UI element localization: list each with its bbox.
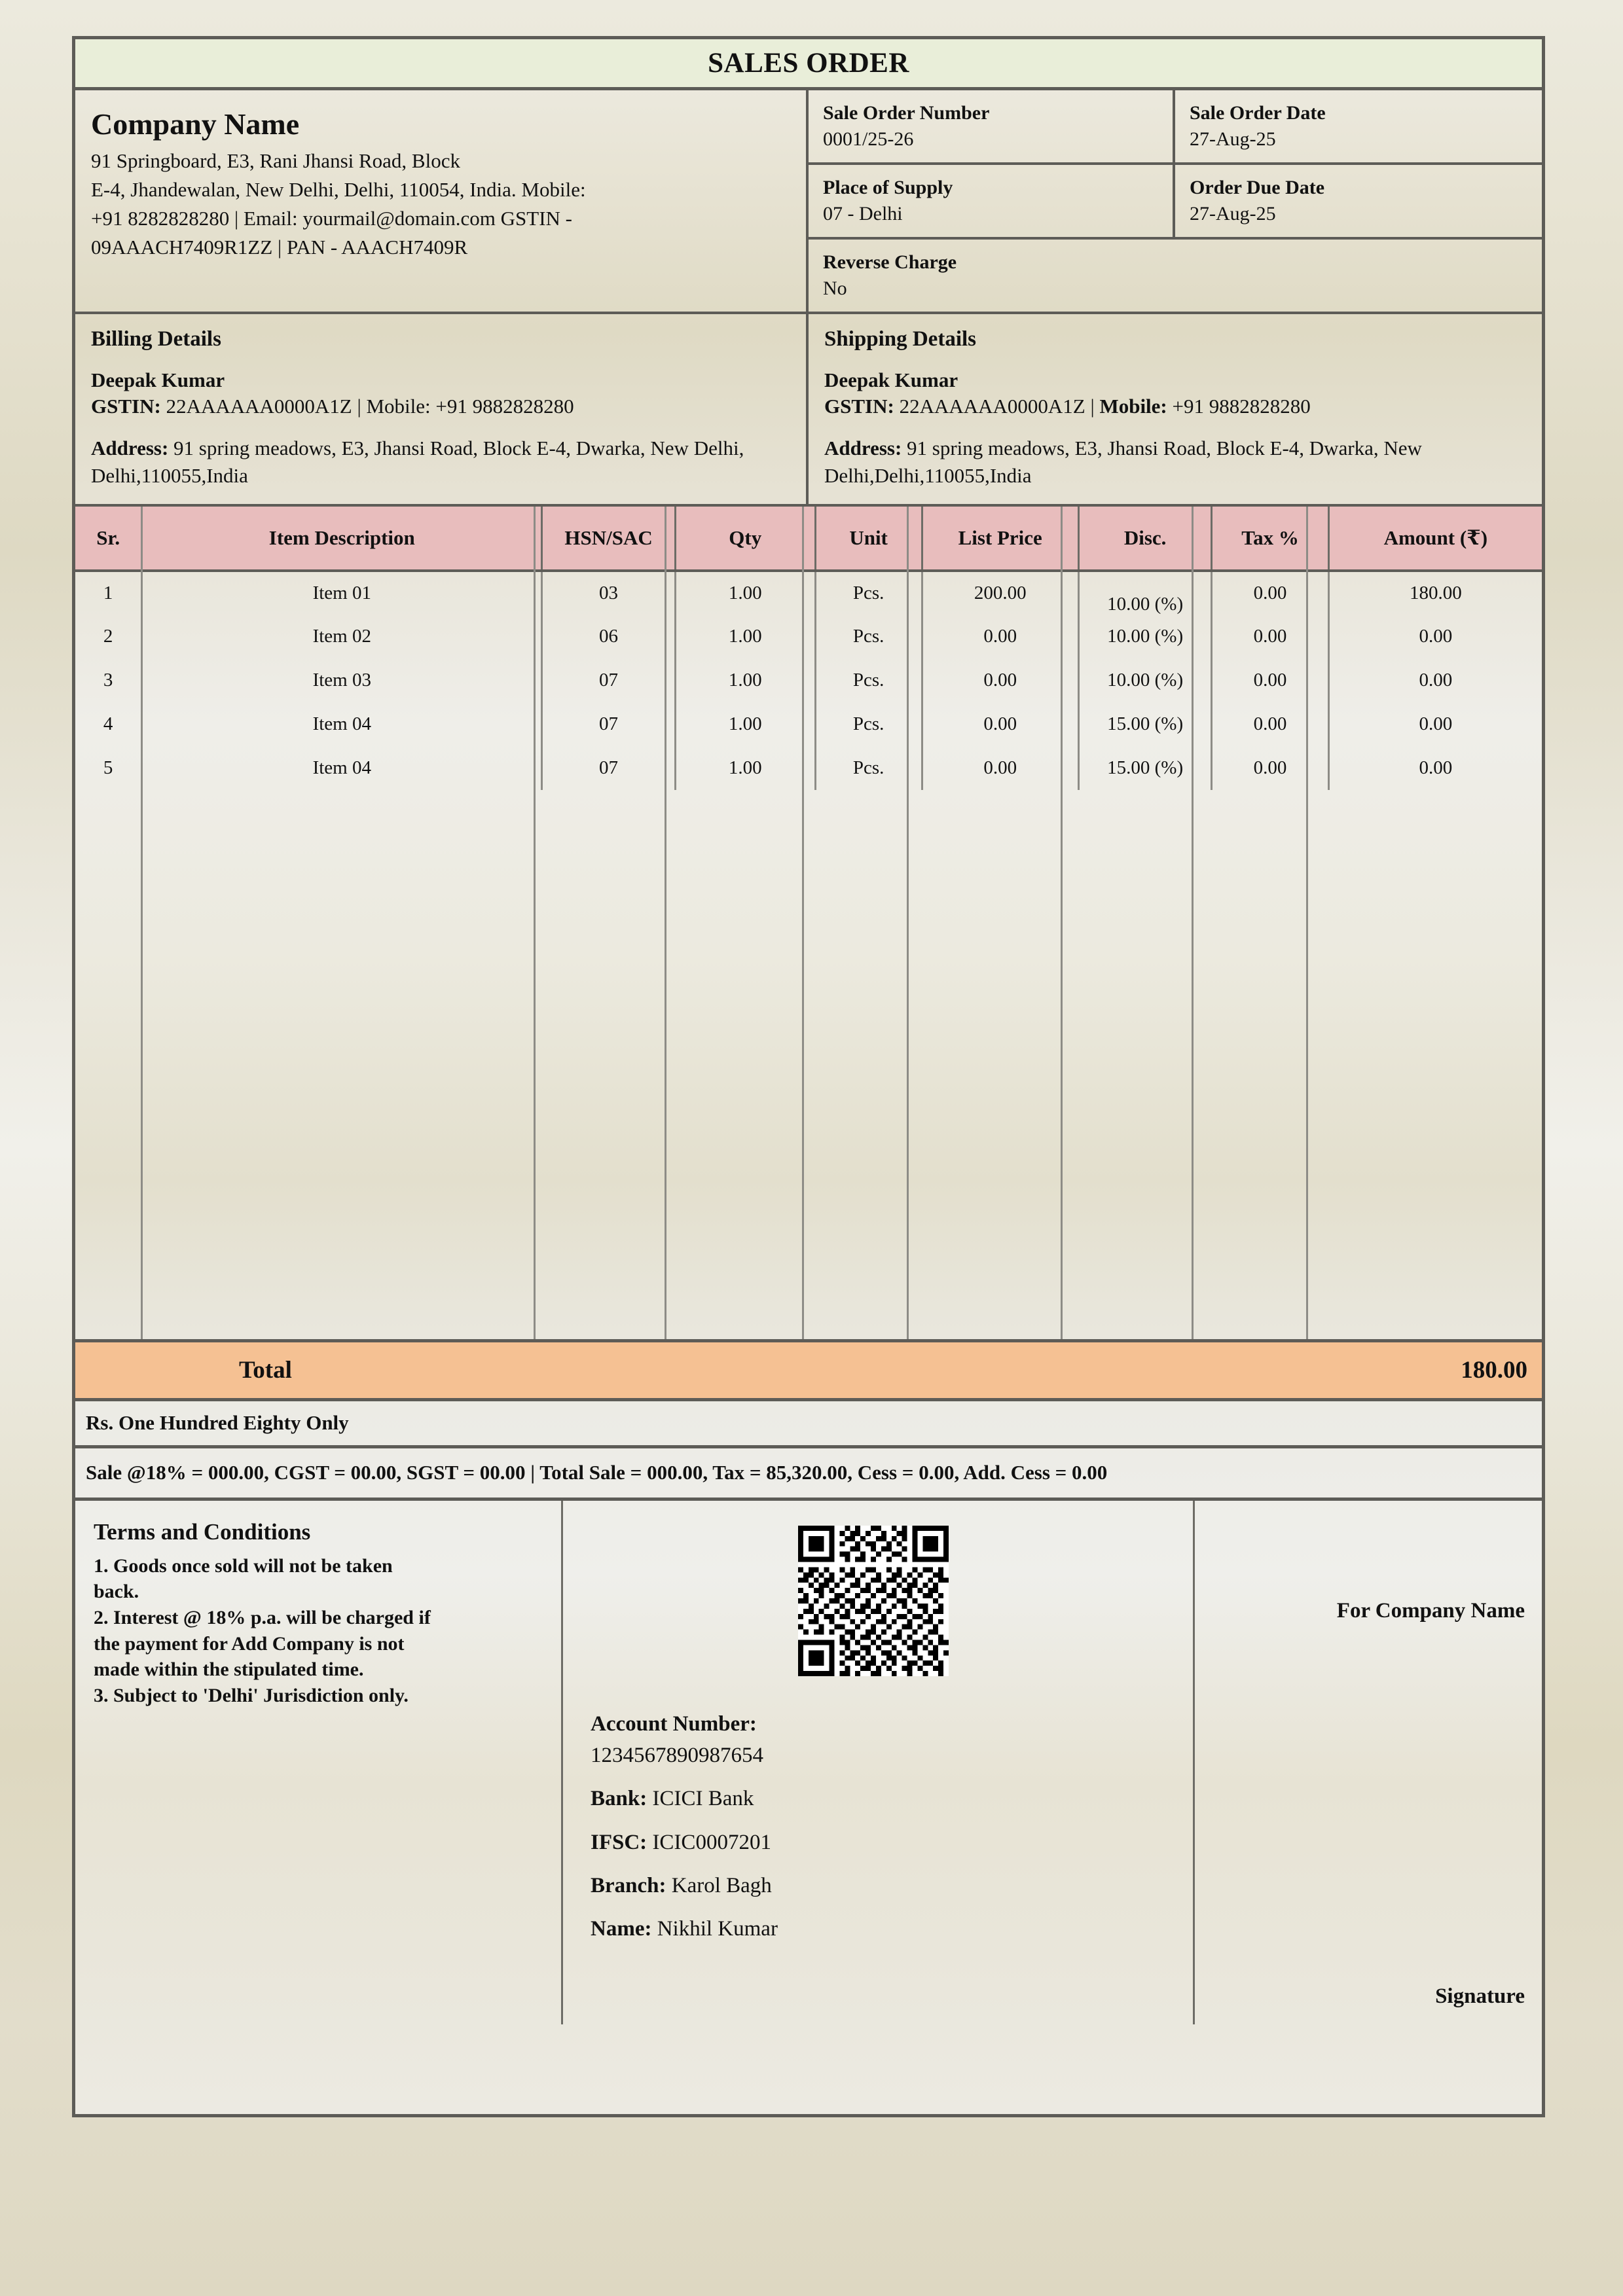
shipping-gstin-mobile xyxy=(824,393,1526,420)
cell-unit: Pcs. xyxy=(815,571,922,615)
cell-disc: 15.00 (%) xyxy=(1078,746,1212,790)
cell-disc: 10.00 (%) xyxy=(1078,615,1212,658)
terms-and-conditions xyxy=(75,1501,563,2024)
column-header-unit: Unit xyxy=(815,507,922,571)
cell-hsn: 07 xyxy=(542,746,676,790)
bank-account-block xyxy=(576,1710,1171,1943)
bank-label: Bank: xyxy=(591,1787,647,1811)
cell-tax: 0.00 xyxy=(1212,658,1328,702)
bank-name-row xyxy=(591,1785,1171,1812)
cell-sr: 4 xyxy=(75,702,142,746)
table-row xyxy=(75,571,1542,615)
document-title-bar xyxy=(75,39,1542,90)
cell-unit: Pcs. xyxy=(815,746,922,790)
place-of-supply-label: Place of Supply xyxy=(823,177,953,198)
order-due-date-label: Order Due Date xyxy=(1190,177,1325,198)
cell-list-price: 0.00 xyxy=(922,615,1078,658)
reverse-charge-label: Reverse Charge xyxy=(823,251,957,273)
cell-description: Item 04 xyxy=(142,702,542,746)
shipping-mobile-label: Mobile: xyxy=(1099,395,1167,418)
shipping-mobile-value: +91 9882828280 xyxy=(1172,395,1311,418)
shipping-details xyxy=(809,314,1542,504)
cell-description: Item 02 xyxy=(142,615,542,658)
footer-band xyxy=(75,1501,1542,2024)
total-value: 180.00 xyxy=(1461,1356,1527,1384)
signature-block xyxy=(1195,1501,1542,2024)
sale-order-date-label: Sale Order Date xyxy=(1190,102,1326,124)
column-header-list-price: List Price xyxy=(922,507,1078,571)
signature-label: Signature xyxy=(1435,1984,1525,2008)
tax-summary: Sale @18% = 000.00, CGST = 00.00, SGST = 00.00 | Total Sale = 000.00, Tax = 85,320.00, Cess = 0.00, Add. Cess = 0.00 xyxy=(75,1448,1542,1501)
reverse-charge-value: No xyxy=(823,278,847,299)
cell-tax: 0.00 xyxy=(1212,746,1328,790)
cell-hsn: 06 xyxy=(542,615,676,658)
cell-hsn: 07 xyxy=(542,702,676,746)
billing-address-label: Address: xyxy=(91,437,169,460)
table-row xyxy=(75,658,1542,702)
cell-description: Item 03 xyxy=(142,658,542,702)
order-meta-row-2 xyxy=(809,165,1542,240)
terms-heading: Terms and Conditions xyxy=(94,1518,311,1545)
cell-qty: 1.00 xyxy=(675,702,815,746)
shipping-separator: | xyxy=(1090,395,1095,418)
cell-hsn: 07 xyxy=(542,658,676,702)
account-number-row xyxy=(591,1710,1171,1769)
cell-unit: Pcs. xyxy=(815,658,922,702)
cell-disc: 10.00 (%) xyxy=(1078,658,1212,702)
branch-value: Karol Bagh xyxy=(671,1873,772,1897)
cell-tax: 0.00 xyxy=(1212,571,1328,615)
billing-mobile-label: Mobile: xyxy=(366,395,431,418)
billing-mobile-value: +91 9882828280 xyxy=(435,395,574,418)
billing-details xyxy=(75,314,809,504)
sale-order-number-box xyxy=(809,90,1175,162)
company-address-line-4: 09AAACH7409R1ZZ | PAN - AAACH7409R xyxy=(91,235,468,259)
order-due-date-value: 27-Aug-25 xyxy=(1190,203,1276,224)
sales-order-document xyxy=(72,36,1545,2117)
order-meta xyxy=(809,90,1542,312)
account-number-value: 1234567890987654 xyxy=(591,1744,763,1768)
cell-disc-text: 10.00 (%) xyxy=(1107,593,1184,615)
order-meta-row-1 xyxy=(809,90,1542,165)
total-label: Total xyxy=(239,1356,292,1384)
cell-disc xyxy=(1078,571,1212,615)
cell-qty: 1.00 xyxy=(675,658,815,702)
column-header-amount: Amount (₹) xyxy=(1328,507,1542,571)
ifsc-row xyxy=(591,1829,1171,1856)
order-due-date-box xyxy=(1175,165,1542,237)
branch-label: Branch: xyxy=(591,1873,666,1897)
cell-sr: 5 xyxy=(75,746,142,790)
sale-order-number-value: 0001/25-26 xyxy=(823,128,914,150)
items-table-header-row xyxy=(75,507,1542,571)
cell-sr: 3 xyxy=(75,658,142,702)
cell-qty: 1.00 xyxy=(675,571,815,615)
cell-amount: 180.00 xyxy=(1409,582,1462,603)
column-header-description: Item Description xyxy=(142,507,542,571)
cell-description: Item 01 xyxy=(142,571,542,615)
terms-line-1-cont: back. xyxy=(94,1581,139,1603)
cell-amount: 0.00 xyxy=(1419,625,1453,647)
company-address-line-1: 91 Springboard, E3, Rani Jhansi Road, Block xyxy=(91,149,460,172)
cell-amount: 0.00 xyxy=(1419,757,1453,778)
header-band xyxy=(75,90,1542,314)
ifsc-label: IFSC: xyxy=(591,1830,647,1854)
cell-qty: 1.00 xyxy=(675,746,815,790)
company-name: Company Name xyxy=(91,107,300,141)
qr-code xyxy=(576,1514,1171,1676)
sale-order-number-label: Sale Order Number xyxy=(823,102,990,124)
table-row xyxy=(75,702,1542,746)
cell-hsn: 03 xyxy=(542,571,676,615)
cell-unit: Pcs. xyxy=(815,615,922,658)
terms-line-3: 3. Subject to 'Delhi' Jurisdiction only. xyxy=(94,1684,409,1706)
cell-sr: 2 xyxy=(75,615,142,658)
sale-order-date-value: 27-Aug-25 xyxy=(1190,128,1276,150)
items-table xyxy=(75,507,1542,790)
billing-gstin-mobile xyxy=(91,393,790,420)
order-meta-row-3 xyxy=(809,240,1542,312)
shipping-name: Deepak Kumar xyxy=(824,368,958,391)
cell-list-price: 0.00 xyxy=(922,658,1078,702)
amount-in-words: Rs. One Hundred Eighty Only xyxy=(75,1401,1542,1448)
reverse-charge-box xyxy=(809,240,1542,312)
account-number-label: Account Number: xyxy=(591,1712,757,1736)
billing-heading: Billing Details xyxy=(91,327,221,351)
column-header-tax: Tax % xyxy=(1212,507,1328,571)
items-table-region xyxy=(75,507,1542,1342)
shipping-address xyxy=(824,435,1526,490)
cell-list-price: 0.00 xyxy=(922,702,1078,746)
column-header-sr: Sr. xyxy=(75,507,142,571)
company-address-line-3: +91 8282828280 | Email: yourmail@domain.com GSTIN - xyxy=(91,206,573,230)
page-title: SALES ORDER xyxy=(708,48,909,79)
cell-disc: 15.00 (%) xyxy=(1078,702,1212,746)
billing-gstin-value: 22AAAAAA0000A1Z xyxy=(166,395,352,418)
terms-line-2: 2. Interest @ 18% p.a. will be charged if xyxy=(94,1607,431,1629)
billing-address xyxy=(91,435,790,490)
parties-band xyxy=(75,314,1542,507)
for-company-label: For Company Name xyxy=(1336,1598,1525,1623)
place-of-supply-value: 07 - Delhi xyxy=(823,203,903,224)
company-info xyxy=(75,90,809,312)
company-address-line-2: E-4, Jhandewalan, New Delhi, Delhi, 110054, India. Mobile: xyxy=(91,177,586,201)
shipping-gstin-value: 22AAAAAA0000A1Z xyxy=(899,395,1085,418)
cell-amount: 0.00 xyxy=(1419,669,1453,691)
branch-row xyxy=(591,1872,1171,1899)
shipping-gstin-label: GSTIN: xyxy=(824,395,894,418)
bank-details xyxy=(563,1501,1195,2024)
terms-line-1: 1. Goods once sold will not be taken xyxy=(94,1554,393,1577)
column-header-qty: Qty xyxy=(675,507,815,571)
cell-qty: 1.00 xyxy=(675,615,815,658)
total-bar xyxy=(75,1342,1542,1401)
terms-line-2-cont-b: made within the stipulated time. xyxy=(94,1659,364,1681)
account-name-row xyxy=(591,1915,1171,1943)
sale-order-date-box xyxy=(1175,90,1542,162)
place-of-supply-box xyxy=(809,165,1175,237)
billing-gstin-label: GSTIN: xyxy=(91,395,161,418)
shipping-address-label: Address: xyxy=(824,437,902,460)
cell-tax: 0.00 xyxy=(1212,615,1328,658)
cell-unit: Pcs. xyxy=(815,702,922,746)
cell-list-price: 0.00 xyxy=(922,746,1078,790)
shipping-address-value: 91 spring meadows, E3, Jhansi Road, Block E-4, Dwarka, New Delhi,Delhi,110055,India xyxy=(824,437,1422,488)
billing-address-value: 91 spring meadows, E3, Jhansi Road, Block E-4, Dwarka, New Delhi, Delhi,110055,India xyxy=(91,437,744,488)
bank-value: ICICI Bank xyxy=(652,1787,754,1811)
cell-tax: 0.00 xyxy=(1212,702,1328,746)
cell-sr: 1 xyxy=(75,571,142,615)
terms-line-2-cont-a: the payment for Add Company is not xyxy=(94,1632,405,1655)
cell-amount: 0.00 xyxy=(1419,713,1453,734)
column-header-hsn: HSN/SAC xyxy=(542,507,676,571)
qr-code-image xyxy=(798,1526,949,1676)
column-header-disc: Disc. xyxy=(1078,507,1212,571)
shipping-heading: Shipping Details xyxy=(824,327,976,351)
table-row xyxy=(75,615,1542,658)
billing-separator: | xyxy=(357,395,361,418)
account-name-label: Name: xyxy=(591,1917,652,1941)
account-name-value: Nikhil Kumar xyxy=(657,1917,778,1941)
table-row xyxy=(75,746,1542,790)
cell-list-price: 200.00 xyxy=(922,571,1078,615)
ifsc-value: ICIC0007201 xyxy=(652,1830,771,1854)
cell-description: Item 04 xyxy=(142,746,542,790)
billing-name: Deepak Kumar xyxy=(91,368,225,391)
